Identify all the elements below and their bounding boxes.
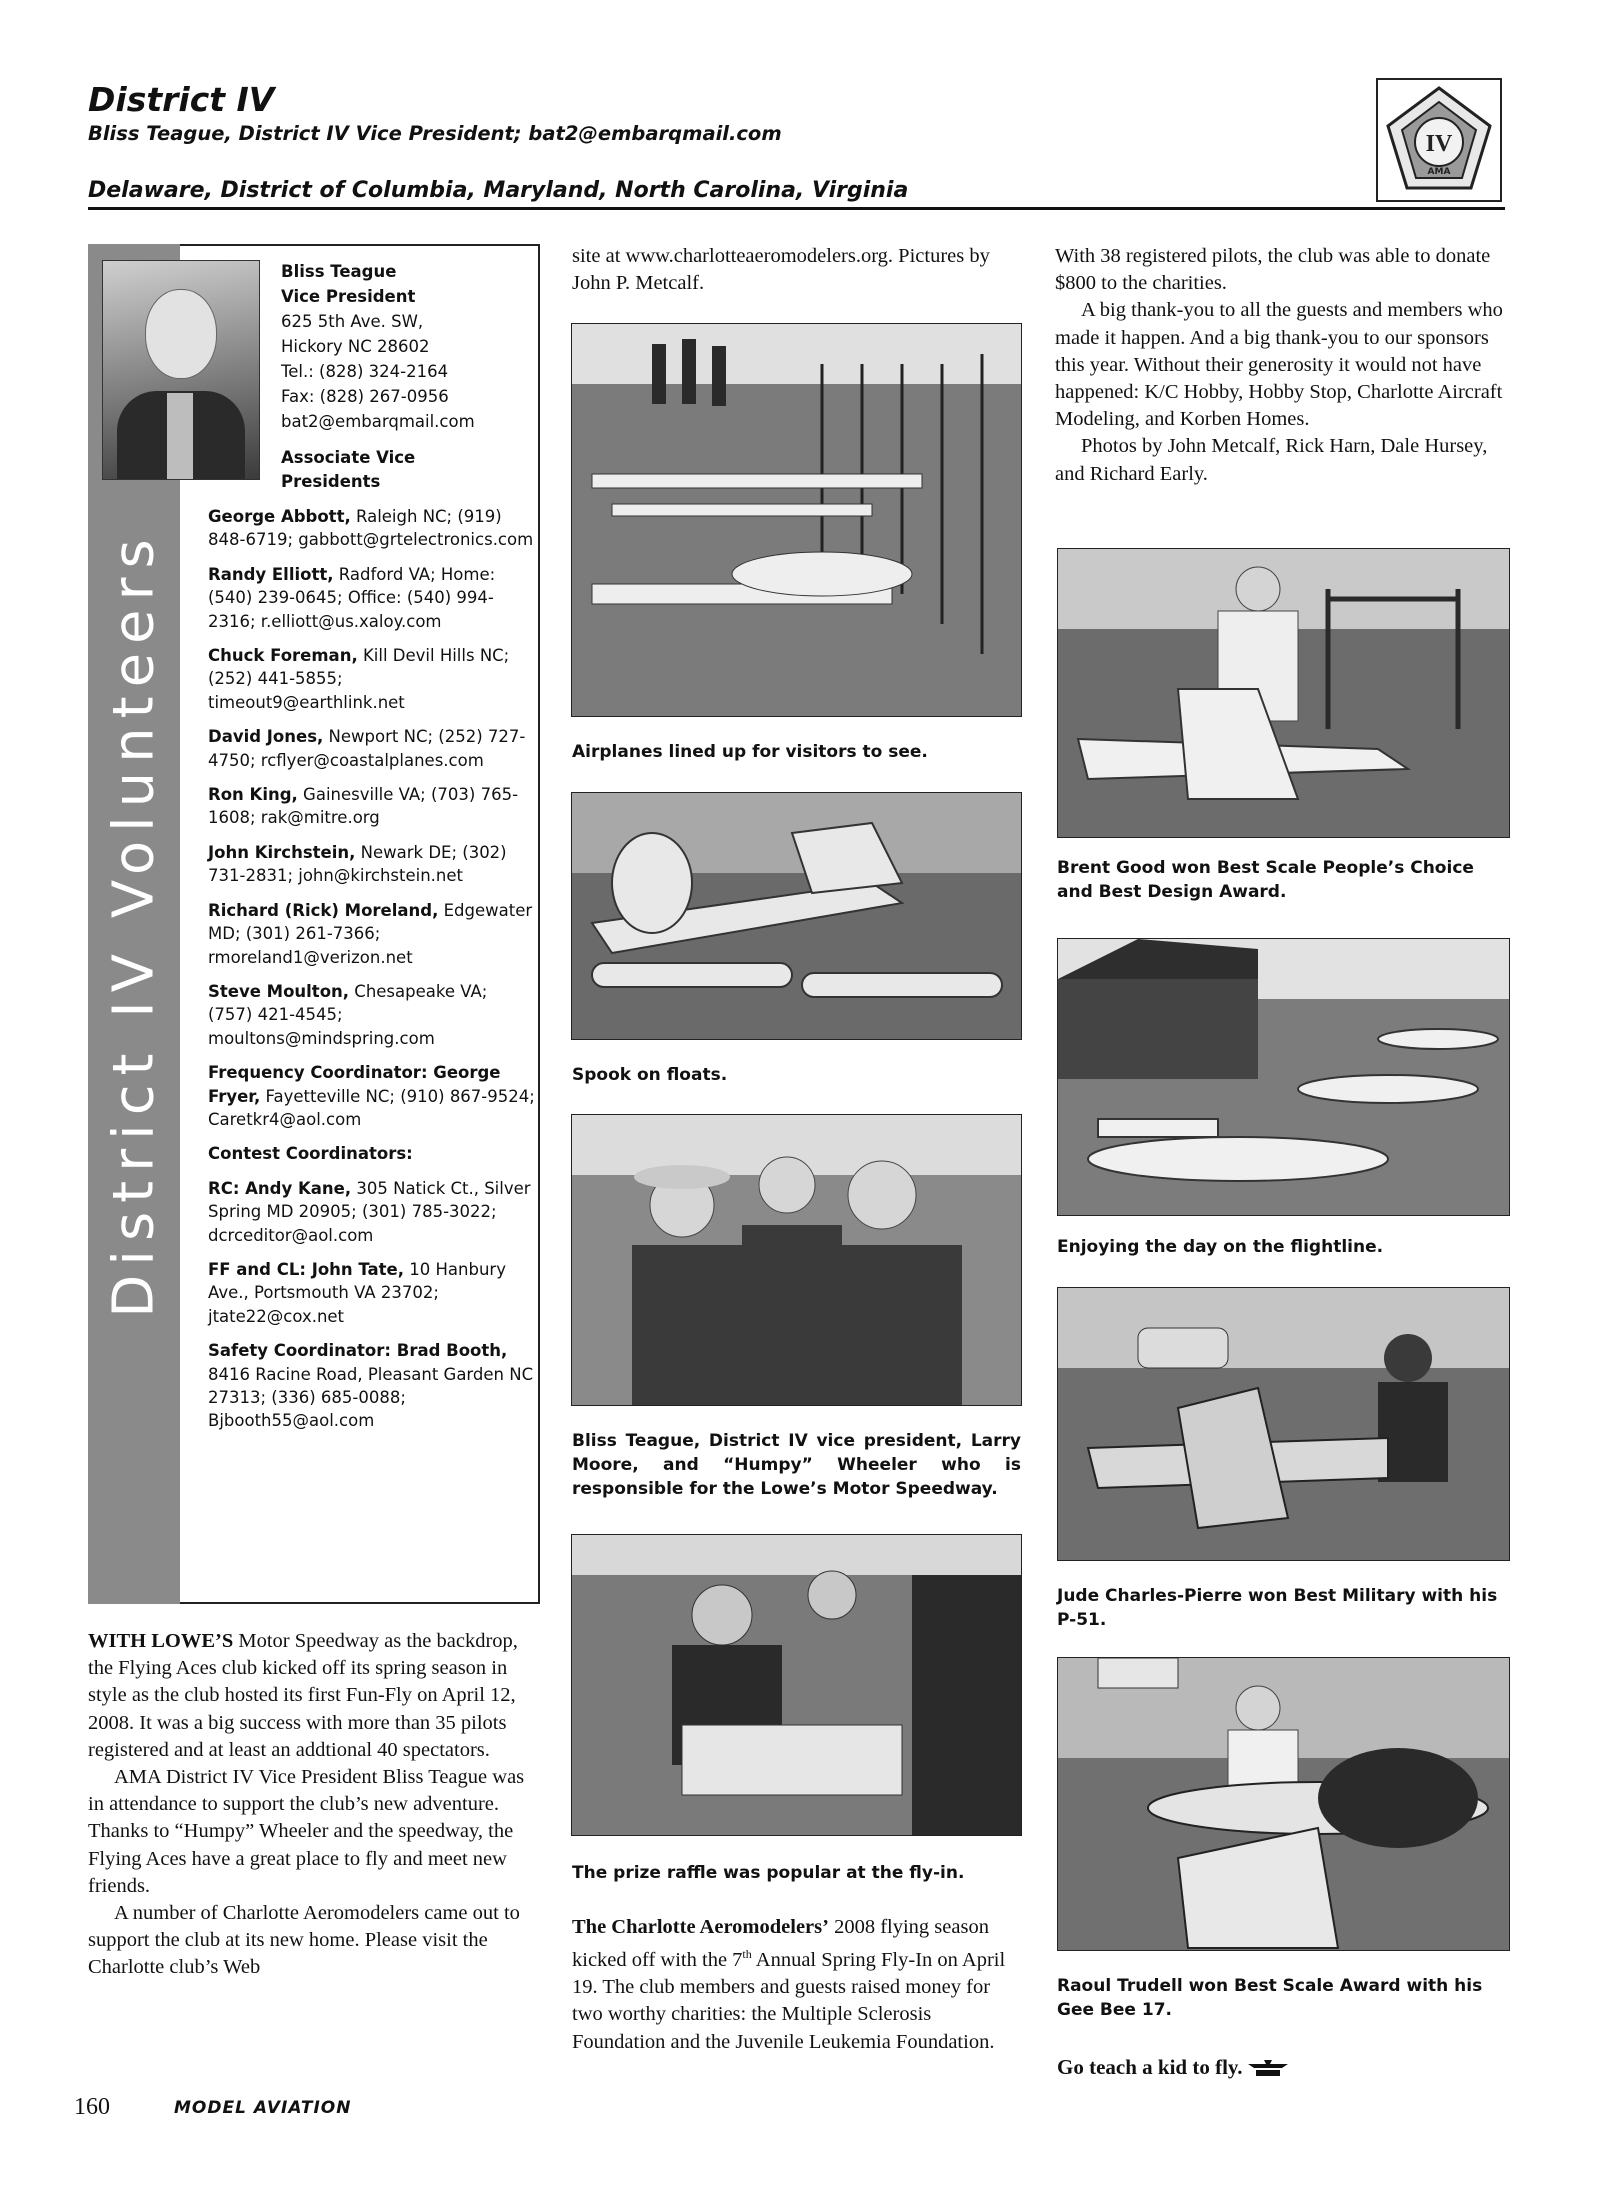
photo-airplanes-lined-up: [571, 323, 1022, 717]
caption-airplanes-lined-up: Airplanes lined up for visitors to see.: [572, 742, 928, 762]
volunteer-entry: [208, 725, 536, 772]
caption-p51: Jude Charles-Pierre won Best Military with his P-51.: [1057, 1586, 1498, 1630]
article-p3: A number of Charlotte Aeromodelers came out to support the club at its new home. Please visit the Charlotte club’s Web: [88, 1902, 520, 1979]
photo-gee-bee: [1057, 1657, 1510, 1951]
volunteer-detail: Edgewater MD; (301) 261-7366; rmoreland1@verizon.net: [208, 900, 533, 967]
volunteer-name: George Abbott,: [208, 507, 351, 526]
caption-three-men: Bliss Teague, District IV vice president, Larry Moore, and “Humpy” Wheeler who is responsible for the Lowe’s Motor Speedway.: [572, 1431, 1021, 1499]
article-col2-p2b: Annual Spring Fly-In on April 19. The club members and guests raised money for two worthy charities: the Multiple Sclerosis Foundation and the Juvenile Leukemia Foundation.: [572, 1949, 1006, 2053]
district-pentagon-emblem-icon: [1378, 80, 1500, 200]
volunteer-name: RC: Andy Kane,: [208, 1178, 352, 1198]
article-col-2-bottom: [572, 1914, 1020, 2056]
photo-p51: [1057, 1287, 1510, 1561]
photo-spook-on-floats: [571, 792, 1022, 1040]
volunteer-entry: [208, 899, 536, 969]
volunteer-name: Steve Moulton,: [208, 981, 350, 1001]
volunteer-detail: Fayetteville NC; (910) 867-9524; Caretkr4@aol.com: [208, 1086, 535, 1129]
avp-heading: Associate Vice Presidents: [281, 448, 416, 491]
vp-title: Vice President: [281, 287, 416, 306]
vp-address-2: Hickory NC 28602: [281, 337, 430, 356]
vp-name: Bliss Teague: [281, 262, 397, 281]
volunteer-name: Safety Coordinator: Brad Booth,: [208, 1341, 508, 1361]
volunteer-entry: [208, 1061, 536, 1131]
caption-brent-good: Brent Good won Best Scale People’s Choice and Best Design Award.: [1057, 858, 1474, 902]
section-title: District IV: [88, 80, 275, 119]
logo-text: AMA: [1427, 167, 1451, 177]
volunteer-name: Contest Coordinators:: [208, 1144, 413, 1164]
volunteer-detail: 10 Hanbury Ave., Portsmouth VA 23702; jtate22@cox.net: [208, 1259, 506, 1326]
volunteer-detail: Gainesville VA; (703) 765-1608; rak@mitre.org: [208, 785, 519, 828]
volunteer-name: Ron King,: [208, 785, 298, 805]
vp-fax: Fax: (828) 267-0956: [281, 387, 449, 406]
vp-portrait: [102, 260, 260, 480]
article-col-1: [88, 1628, 526, 1982]
volunteer-entry: [208, 783, 536, 830]
volunteer-entry: [208, 841, 536, 888]
volunteer-entry: [208, 1142, 536, 1165]
vp-email: bat2@embarqmail.com: [281, 412, 475, 431]
logo-numeral: IV: [1425, 131, 1453, 157]
vp-address-1: 625 5th Ave. SW,: [281, 312, 424, 331]
article-col-3: [1055, 243, 1507, 488]
caption-flightline: Enjoying the day on the flightline.: [1057, 1237, 1384, 1257]
article-p1: Motor Speedway as the backdrop, the Flying Aces club kicked off its spring season in style as the club hosted its first Fun-Fly on April 12, 2008. It was a big success with more than 35 pilots registered and at least an addtional 40 spectators.: [88, 1630, 518, 1761]
page-number: 160: [74, 2094, 110, 2120]
article-lead: WITH LOWE’S: [88, 1630, 234, 1652]
volunteer-name: Frequency Coordinator: George Fryer,: [208, 1063, 501, 1106]
volunteer-entry: [208, 1258, 536, 1328]
volunteer-entry: [208, 1177, 536, 1247]
volunteer-entry: [208, 505, 536, 552]
volunteer-detail: 305 Natick Ct., Silver Spring MD 20905; (301) 785-3022; dcrceditor@aol.com: [208, 1178, 531, 1245]
volunteer-detail: Radford VA; Home: (540) 239-0645; Office: (540) 994-2316; r.elliott@us.xaloy.com: [208, 564, 496, 631]
district-logo: [1376, 78, 1502, 202]
volunteer-detail: Kill Devil Hills NC; (252) 441-5855; timeout9@earthlink.net: [208, 646, 510, 712]
vp-contact-block: [281, 259, 536, 494]
volunteer-detail: Raleigh NC; (919) 848-6719; gabbott@grtelectronics.com: [208, 507, 534, 550]
closing-text: Go teach a kid to fly.: [1057, 2055, 1243, 2079]
volunteer-name: John Kirchstein,: [208, 842, 356, 862]
article-p2: AMA District IV Vice President Bliss Teague was in attendance to support the club’s new adventure. Thanks to “Humpy” Wheeler and the speedway, the Flying Aces have a great place to fly and meet new friends.: [88, 1766, 525, 1897]
volunteer-entry: [208, 980, 536, 1050]
closing-line: [1057, 2055, 1288, 2080]
volunteer-entry: [208, 644, 536, 714]
article-col2-sup: th: [742, 1947, 752, 1962]
volunteer-name: Richard (Rick) Moreland,: [208, 900, 439, 920]
photo-brent-good: [1057, 548, 1510, 838]
volunteer-entry: [208, 563, 536, 633]
vp-tel: Tel.: (828) 324-2164: [281, 362, 449, 381]
photo-three-men: [571, 1114, 1022, 1406]
volunteer-detail: Chesapeake VA; (757) 421-4545; moultons@mindspring.com: [208, 981, 488, 1048]
volunteer-list: [208, 505, 536, 1444]
district-states: Delaware, District of Columbia, Maryland, North Carolina, Virginia: [88, 178, 909, 203]
vice-president-contact: Bliss Teague, District IV Vice President; bat2@embarqmail.com: [88, 122, 782, 145]
article-col3-p1: With 38 registered pilots, the club was able to donate $800 to the charities.: [1055, 245, 1491, 295]
volunteer-detail: Newark DE; (302) 731-2831; john@kirchstein.net: [208, 842, 507, 886]
photo-flightline: [1057, 938, 1510, 1216]
ama-end-mark-icon: [1248, 2060, 1288, 2078]
volunteer-name: Chuck Foreman,: [208, 646, 358, 666]
volunteer-detail: Newport NC; (252) 727-4750; rcflyer@coastalplanes.com: [208, 727, 526, 770]
article-col3-p3: Photos by John Metcalf, Rick Harn, Dale Hursey, and Richard Early.: [1055, 435, 1488, 485]
header-divider: [88, 207, 1505, 210]
volunteer-name: David Jones,: [208, 727, 324, 747]
article-col-2-top: site at www.charlotteaeromodelers.org. Pictures by John P. Metcalf.: [572, 245, 990, 295]
volunteer-entry: [208, 1339, 536, 1433]
article-col2-p2a: 2008 flying season kicked off with the 7: [572, 1916, 989, 1972]
caption-prize-raffle: The prize raffle was popular at the fly-in.: [572, 1863, 965, 1883]
caption-gee-bee: Raoul Trudell won Best Scale Award with his Gee Bee 17.: [1057, 1976, 1483, 2020]
article-col2-lead: The Charlotte Aeromodelers’: [572, 1916, 829, 1938]
article-col3-p2: A big thank-you to all the guests and members who made it happen. And a big thank-you to our sponsors this year. Without their generosity it would not have happened: K/C Hobby, Hobby Stop, Charlotte Aircraft Modeling, and Korben Homes.: [1055, 299, 1503, 431]
photo-prize-raffle: [571, 1534, 1022, 1836]
volunteer-name: FF and CL: John Tate,: [208, 1259, 405, 1279]
volunteer-detail: 8416 Racine Road, Pleasant Garden NC 27313; (336) 685-0088; Bjbooth55@aol.com: [208, 1364, 534, 1431]
volunteer-name: Randy Elliott,: [208, 564, 334, 584]
magazine-name: MODEL AVIATION: [174, 2098, 352, 2118]
caption-spook-on-floats: Spook on floats.: [572, 1065, 728, 1085]
